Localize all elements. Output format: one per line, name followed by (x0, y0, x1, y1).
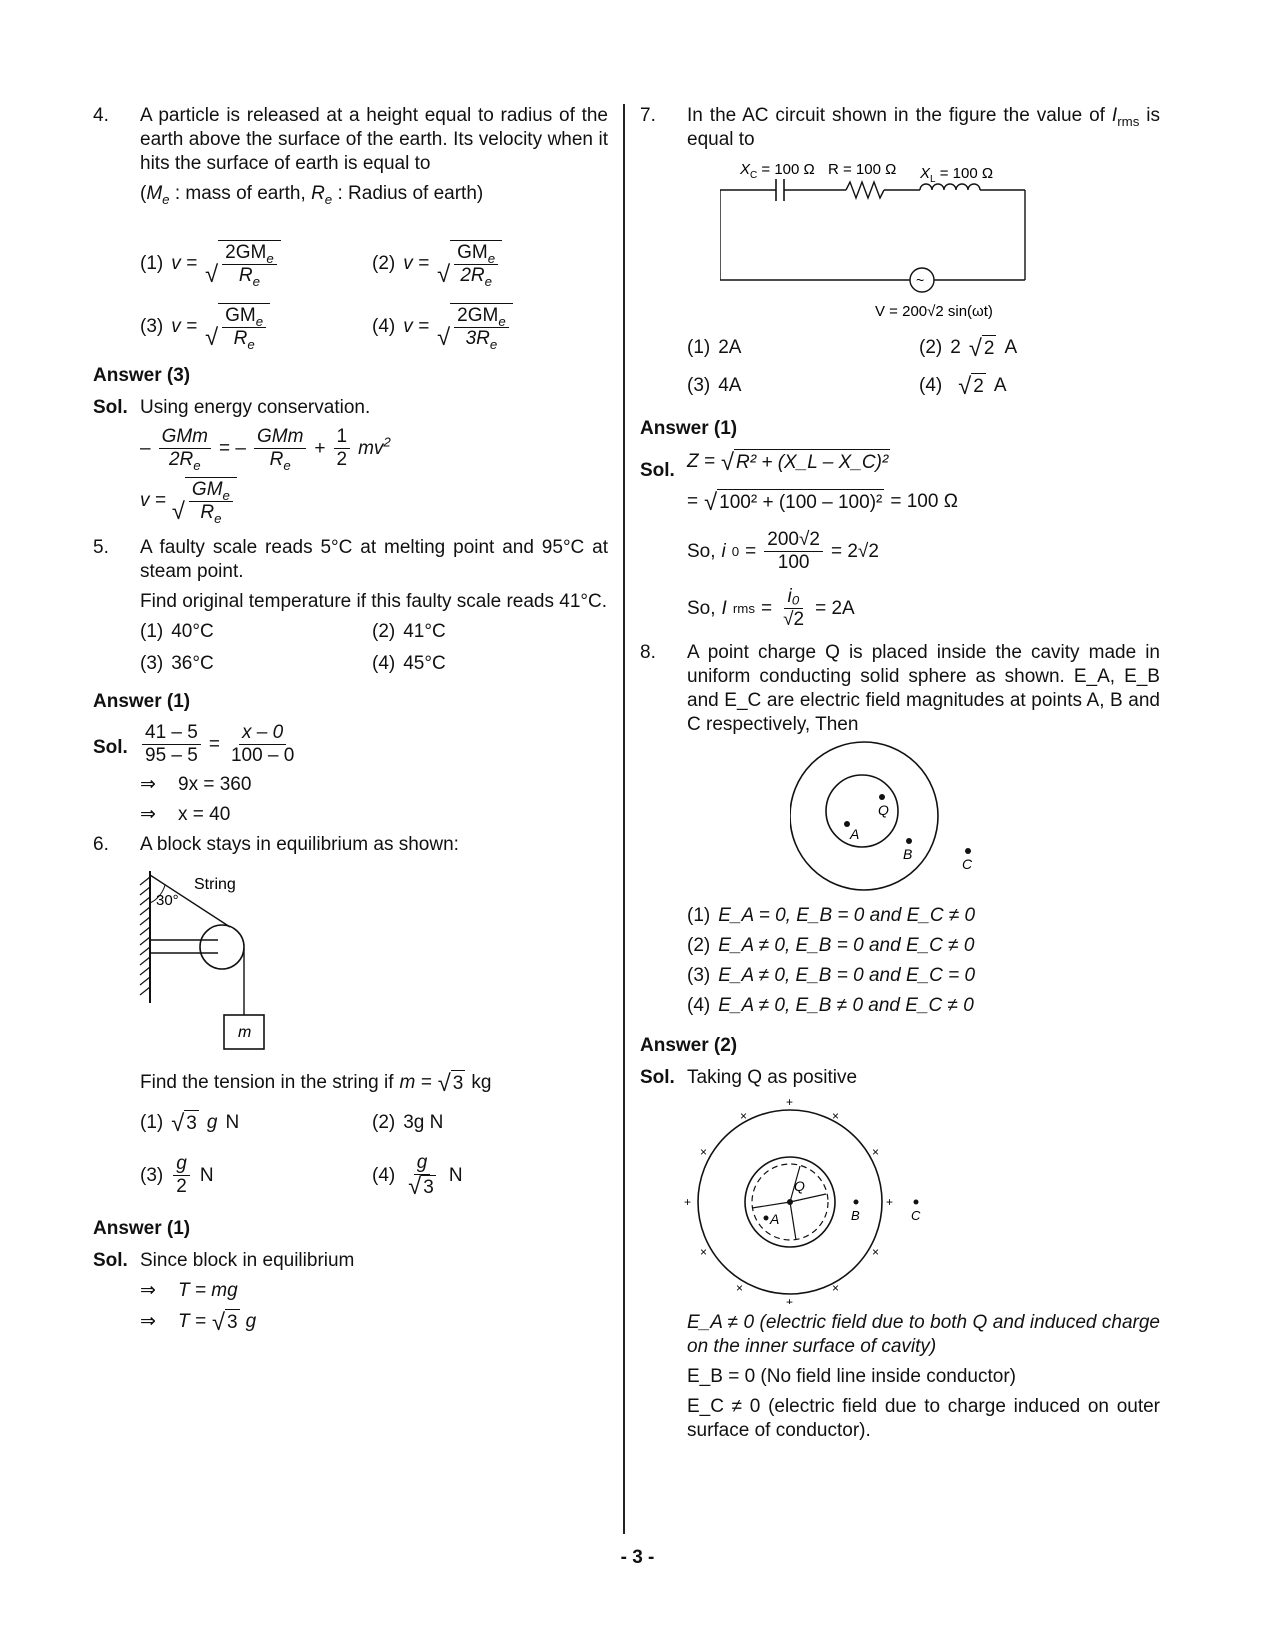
right-column (640, 104, 1160, 1443)
svg-text:×: × (736, 1281, 744, 1295)
left-column (93, 104, 608, 1335)
q8-figure (790, 741, 1160, 898)
option-4[interactable]: (4) 45°C (372, 653, 446, 674)
q4-energy-equation: – $\frac{\text{GMm}}{2R_e}$ = – $\frac{\text{GMm}}{R_e}$ + $\frac{1}{2}$ $mv^2$ (140, 426, 391, 473)
question-text: A particle is released at a height equal to radius of the earth above the surface of the earth. Its velocity when it hits the surface of earth is equal to (140, 105, 608, 174)
q6-solution: Sol. Since block in equilibrium ⇒ T = mg ⇒ T = √ 3 g (93, 1250, 355, 1337)
question-8: 8. A point charge Q is placed inside the cavity made in uniform conducting solid sphere as shown. E_A, E_B and E_C are electric field magnitudes at points A, B and C respectively, Then (640, 642, 1160, 735)
svg-text:×: × (740, 1109, 748, 1123)
question-4 (93, 104, 608, 206)
option-4[interactable]: (4) g √ 3 N (372, 1152, 463, 1201)
q8-explanation: E_A ≠ 0 (electric field due to both Q and induced charge on the inner surface of cavity) E_B = 0 (No field line inside conductor) E_C ≠ 0 (electric field due to charge induced on outer surface of conductor). (687, 1312, 1160, 1441)
pulley-diagram (138, 863, 278, 1053)
column-divider (623, 104, 625, 1534)
svg-text:+: + (684, 1195, 692, 1209)
page-number: - 3 - (620, 1547, 655, 1568)
angle-label: 30° (156, 892, 179, 909)
option-3[interactable]: (3) v = √ $\frac{GM_e}{R_e}$ (140, 303, 372, 350)
induced-charge-diagram (680, 1094, 940, 1304)
svg-text:+: + (786, 1295, 794, 1304)
q4-answer: Answer (3) (93, 365, 191, 386)
q4-velocity-result: v = √ $\frac{GM_e}{R_e}$ (140, 477, 608, 524)
q6-answer: Answer (1) (93, 1218, 191, 1239)
q8-answer: Answer (2) (640, 1035, 738, 1056)
q8-options (687, 904, 1160, 1018)
svg-text:+: + (886, 1195, 894, 1209)
q4-options (140, 240, 608, 350)
q4-solution: Sol. Using energy conservation. – $\frac{\text{GMm}}{2R_e}$ = – $\frac{\text{GMm}}{R_e}$ + $\frac{1}{2}$ $mv^2$ v = √ $\frac{GM_e}{R_e}$ (93, 396, 608, 524)
question-5: 5. A faulty scale reads 5°C at melting point and 95°C at steam point. Find original temperature if this faulty scale reads 41°C. (93, 537, 608, 612)
option-3[interactable]: (3) $\frac{g}{2}$ N (140, 1153, 214, 1197)
sphere-cavity-diagram (790, 741, 990, 891)
svg-text:XL = 100 Ω: $X_L = 100$ Ω (920, 165, 994, 185)
point-c-label: C (962, 856, 973, 872)
option-2[interactable]: (2) 2 √ 2 A (919, 335, 1018, 363)
svg-text:Q: Q (794, 1178, 805, 1194)
svg-text:C: C (911, 1208, 921, 1223)
q6-find: Find the tension in the string if m = √ 3 kg (140, 1070, 492, 1098)
option-1[interactable]: (1) v = √ $\frac{2GM_e}{R_e}$ (140, 240, 372, 287)
svg-text:XC = 100 Ω: $X_C = 100$ Ω (740, 161, 815, 181)
q8-solution-figure (680, 1094, 1160, 1311)
point-a-label: A (850, 826, 860, 842)
option-1[interactable]: (1) E_A = 0, E_B = 0 and E_C ≠ 0 (687, 905, 976, 926)
q7-solution: Sol. Z = √ R² + (X_L – X_C)² = √ 100² + (100 – 100)² = 100 Ω So, i 0 = $\frac{200√2}{100}$ = 2√2 So, I rms = $\frac{\text{i₀}}{√2}$ = 2A (640, 449, 958, 630)
charge-q-label: Q (878, 802, 889, 818)
svg-text:+: + (786, 1095, 794, 1109)
option-4[interactable]: (4) √ 2 A (919, 373, 1007, 401)
q7-options (687, 335, 1160, 399)
option-3[interactable]: (3) 4A (687, 375, 742, 396)
resistor-label: R = 100 Ω (828, 161, 897, 178)
option-4[interactable]: (4) v = √ $\frac{2GM_e}{3R_e}$ (372, 303, 604, 350)
option-1[interactable]: (1) 40°C (140, 621, 214, 642)
svg-text:B: B (851, 1208, 860, 1223)
option-2[interactable]: (2) v = √ $\frac{GM_e}{2R_e}$ (372, 240, 604, 287)
q7-figure (720, 154, 1160, 331)
question-7: 7. In the AC circuit shown in the figure the value of $I_{rms}$ is equal to (640, 105, 1161, 150)
q5-options (140, 620, 608, 676)
q6-options (140, 1110, 608, 1199)
q6-figure (138, 863, 608, 1060)
q8-solution: Sol. Taking Q as positive (640, 1067, 858, 1088)
ac-source-icon: ~ (916, 272, 925, 288)
option-2[interactable]: (2) E_A ≠ 0, E_B = 0 and E_C ≠ 0 (687, 935, 975, 956)
option-3[interactable]: (3) E_A ≠ 0, E_B = 0 and E_C = 0 (687, 965, 976, 986)
ac-circuit-diagram (720, 154, 1050, 324)
string-label: String (194, 876, 236, 893)
svg-text:×: × (872, 1245, 880, 1259)
source-label: V = 200√2 sin(ωt) (875, 303, 993, 320)
mass-label: m (238, 1024, 252, 1041)
q7-answer: Answer (1) (640, 418, 738, 439)
q5-answer: Answer (1) (93, 691, 191, 712)
svg-text:×: × (872, 1145, 880, 1159)
question-note: ($M_e$ : mass of earth, $R_e$ : Radius of earth) (140, 183, 484, 207)
point-b-label: B (903, 846, 913, 862)
option-2[interactable]: (2) 41°C (372, 621, 446, 642)
svg-text:A: A (770, 1211, 780, 1227)
svg-text:×: × (832, 1281, 840, 1295)
question-number: 4. (93, 105, 109, 126)
svg-text:×: × (832, 1109, 840, 1123)
option-1[interactable]: (1) 2A (687, 337, 742, 358)
svg-text:×: × (700, 1145, 708, 1159)
option-1[interactable]: (1) √ 3 g N (140, 1110, 240, 1138)
question-6: 6. A block stays in equilibrium as shown: (93, 834, 459, 855)
option-4[interactable]: (4) E_A ≠ 0, E_B ≠ 0 and E_C ≠ 0 (687, 995, 974, 1016)
option-2[interactable]: (2) 3g N (372, 1112, 444, 1133)
option-3[interactable]: (3) 36°C (140, 653, 214, 674)
q5-solution: Sol. $\frac{41 - 5}{95 - 5}$ = $\frac{x - 0}{100 - 0}$ ⇒ 9x = 360 ⇒ x = 40 (93, 722, 295, 825)
svg-text:×: × (700, 1245, 708, 1259)
